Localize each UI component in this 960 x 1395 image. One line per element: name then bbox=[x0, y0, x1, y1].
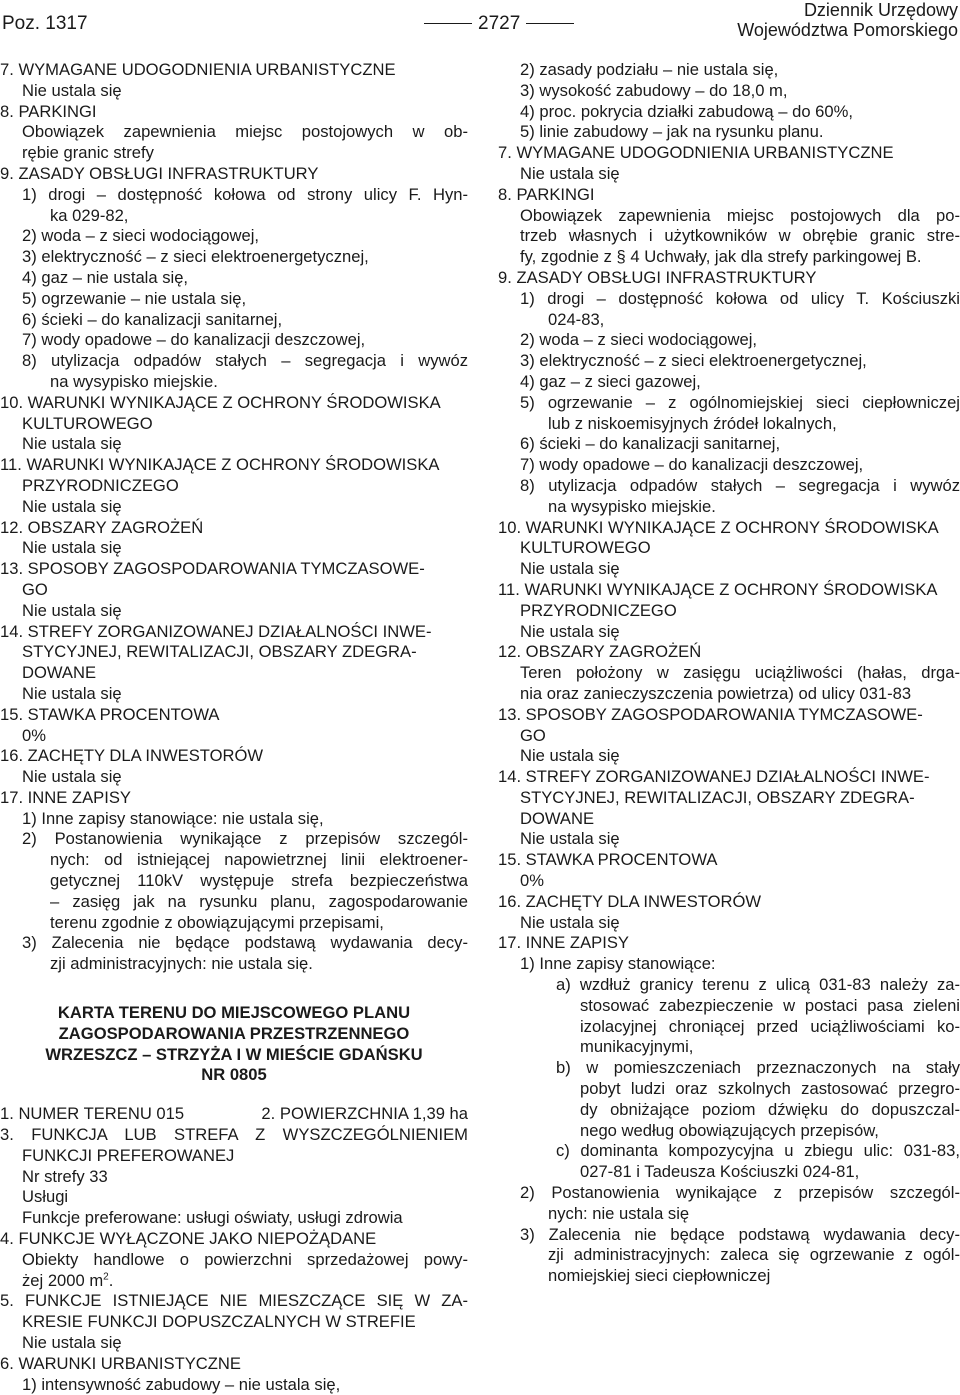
text-line: Nie ustala się bbox=[22, 767, 122, 787]
text-line: 2) zasady podziału – nie ustala się, bbox=[520, 60, 779, 79]
text-line: 1) drogi – dostępność kołowa od strony ulicy F. Hyn- bbox=[22, 184, 468, 204]
area-unit-sup: 2 bbox=[103, 1271, 109, 1283]
text-line: 0% bbox=[520, 871, 544, 891]
area-size: 2. POWIERZCHNIA 1,39 ha bbox=[261, 1104, 468, 1124]
text-line: Nie ustala się bbox=[520, 559, 620, 579]
text-line: c) dominanta kompozycyjna u zbiegu ulic: 031-83, bbox=[556, 1141, 960, 1161]
text-line: Nie ustala się bbox=[22, 80, 122, 100]
text-line: 5) ogrzewanie – nie ustala się, bbox=[22, 288, 247, 308]
text-line: nych: nie ustala się bbox=[548, 1203, 690, 1223]
text-line: KULTUROWEGO bbox=[520, 538, 651, 558]
text-line: 6) ścieki – do kanalizacji sanitarnej, bbox=[520, 434, 781, 454]
text-line: PRZYRODNICZEGO bbox=[520, 600, 677, 620]
text-line: GO bbox=[22, 579, 48, 599]
text-line: 1) Inne zapisy stanowiące: bbox=[520, 954, 716, 974]
text-line: 027-81 i Tadeusza Kościuszki 024-81, bbox=[580, 1162, 860, 1182]
text-line: 2) Postanowienia wynikające z przepisów szczegól- bbox=[520, 1183, 960, 1203]
journal-title bbox=[737, 0, 958, 40]
area-limit: żej 2000 m bbox=[22, 1270, 104, 1290]
text-line: Nie ustala się bbox=[22, 1333, 122, 1353]
journal-title-line1: Dziennik Urzędowy bbox=[803, 0, 958, 20]
text-line: nomiejskiej sieci ciepłowniczej bbox=[548, 1266, 771, 1286]
text-line: 8. PARKINGI bbox=[498, 184, 595, 204]
card-row-number-area bbox=[0, 1104, 468, 1125]
text-line: 2) woda – z sieci wodociągowej, bbox=[520, 330, 758, 350]
text-line: 8. PARKINGI bbox=[0, 101, 97, 121]
text-line: 4) gaz – nie ustala się, bbox=[22, 267, 189, 287]
text-line: dy obniżające poziom dźwięku do dopuszczal- bbox=[580, 1099, 960, 1119]
text-line: PRZYRODNICZEGO bbox=[22, 475, 179, 495]
text-line: 1) drogi – dostępność kołowa od ulicy T. Kościuszki bbox=[520, 288, 960, 308]
text-line: 3. FUNKCJA LUB STREFA Z WYSZCZEGÓLNIENIEM bbox=[0, 1125, 468, 1145]
text-line: a) wzdłuż granicy terenu z ulicą 031-83 należy za- bbox=[556, 975, 960, 995]
text-line: 7. WYMAGANE UDOGODNIENIA URBANISTYCZNE bbox=[498, 143, 894, 163]
text-line: STYCYJNEJ, REWITALIZACJI, OBSZARY ZDEGRA- bbox=[22, 642, 417, 662]
text-line: Nie ustala się bbox=[22, 434, 122, 454]
card-heading bbox=[0, 1003, 468, 1086]
text-line: 17. INNE ZAPISY bbox=[498, 933, 629, 953]
text-line: Nie ustala się bbox=[520, 621, 620, 641]
text-line bbox=[0, 1271, 468, 1292]
area-limit-end: . bbox=[108, 1270, 114, 1290]
text-line: Nie ustala się bbox=[520, 912, 620, 932]
text-line: lub z niskoemisyjnych źródeł lokalnych, bbox=[548, 413, 837, 433]
right-column bbox=[498, 60, 960, 1287]
text-line: Nie ustala się bbox=[22, 538, 122, 558]
text-line: Obiekty handlowe o powierzchni sprzedażowej powy- bbox=[22, 1249, 468, 1269]
text-line: 14. STREFY ZORGANIZOWANEJ DZIAŁALNOŚCI INWE- bbox=[498, 767, 930, 787]
text-line: munikacyjnymi, bbox=[580, 1037, 694, 1057]
text-line: FUNKCJI PREFEROWANEJ bbox=[22, 1145, 235, 1165]
text-line: Funkcje preferowane: usługi oświaty, usługi zdrowia bbox=[22, 1208, 403, 1228]
text-line: 7. WYMAGANE UDOGODNIENIA URBANISTYCZNE bbox=[0, 60, 396, 79]
text-line: Nie ustala się bbox=[520, 163, 620, 183]
text-line: 8) utylizacja odpadów stałych – segregacja i wywóz bbox=[520, 475, 960, 495]
text-line: ka 029-82, bbox=[50, 205, 129, 225]
text-line: 2) woda – z sieci wodociągowej, bbox=[22, 226, 260, 246]
text-line: 17. INNE ZAPISY bbox=[0, 787, 131, 807]
text-line: 14. STREFY ZORGANIZOWANEJ DZIAŁALNOŚCI INWE- bbox=[0, 621, 432, 641]
text-line: 5. FUNKCJE ISTNIEJĄCE NIE MIESZCZĄCE SIĘ W ZA- bbox=[0, 1291, 468, 1311]
text-line: nia oraz zanieczyszczenia powietrza) od ulicy 031-83 bbox=[520, 683, 912, 703]
text-line: zji administracyjnych: nie ustala się. bbox=[50, 954, 313, 974]
card-heading-line: ZAGOSPODAROWANIA PRZESTRZENNEGO bbox=[58, 1023, 410, 1043]
text-line: fy, zgodnie z § 4 Uchwały, jak dla strefy parkingowej B. bbox=[520, 247, 922, 267]
text-line: getycznej 110kV występuje strefa bezpieczeństwa bbox=[50, 871, 468, 891]
text-line: 16. ZACHĘTY DLA INWESTORÓW bbox=[0, 746, 264, 766]
text-line: 3) Zalecenia nie będące podstawą wydawania decy- bbox=[22, 933, 468, 953]
text-line: zji administracyjnych: zaleca się ogrzewanie z ogól- bbox=[548, 1245, 960, 1265]
text-line: DOWANE bbox=[520, 808, 595, 828]
text-line: KRESIE FUNKCJI DOPUSZCZALNYCH W STREFIE bbox=[22, 1312, 416, 1332]
text-line: Teren położony w zasięgu uciążliwości (hałas, drga- bbox=[520, 663, 960, 683]
text-line: 5) linie zabudowy – jak na rysunku planu. bbox=[520, 122, 824, 142]
text-line: 3) wysokość zabudowy – do 18,0 m, bbox=[520, 80, 788, 100]
page-number bbox=[418, 14, 580, 35]
card-heading-line: WRZESZCZ – STRZYŻA I W MIEŚCIE GDAŃSKU bbox=[45, 1044, 423, 1064]
text-line: 0% bbox=[22, 725, 46, 745]
text-line: 4. FUNKCJE WYŁĄCZONE JAKO NIEPOŻĄDANE bbox=[0, 1229, 377, 1249]
area-number: 1. NUMER TERENU 015 bbox=[0, 1104, 185, 1124]
text-line: 13. SPOSOBY ZAGOSPODAROWANIA TYMCZASOWE- bbox=[0, 559, 425, 579]
text-line: STYCYJNEJ, REWITALIZACJI, OBSZARY ZDEGRA- bbox=[520, 787, 915, 807]
text-line: 4) gaz – z sieci gazowej, bbox=[520, 371, 701, 391]
text-line: 4) proc. pokrycia działki zabudową – do 60%, bbox=[520, 101, 853, 121]
text-line: 11. WARUNKI WYNIKAJĄCE Z OCHRONY ŚRODOWISKA bbox=[498, 579, 938, 599]
text-line: terenu zgodnie z obowiązującymi przepisami, bbox=[50, 912, 384, 932]
text-line: 6) ścieki – do kanalizacji sanitarnej, bbox=[22, 309, 283, 329]
text-line: 10. WARUNKI WYNIKAJĄCE Z OCHRONY ŚRODOWISKA bbox=[498, 517, 939, 537]
text-line: na wysypisko miejskie. bbox=[50, 371, 218, 391]
text-line: 11. WARUNKI WYNIKAJĄCE Z OCHRONY ŚRODOWISKA bbox=[0, 455, 440, 475]
text-line: stosować zabezpieczenie w postaci pasa zieleni bbox=[580, 995, 960, 1015]
text-line: 13. SPOSOBY ZAGOSPODAROWANIA TYMCZASOWE- bbox=[498, 704, 923, 724]
text-line: Nie ustala się bbox=[520, 829, 620, 849]
text-line: 16. ZACHĘTY DLA INWESTORÓW bbox=[498, 891, 762, 911]
text-line: b) w pomieszczeniach przeznaczonych na stały bbox=[556, 1058, 960, 1078]
text-line: GO bbox=[520, 725, 546, 745]
text-line: 6. WARUNKI URBANISTYCZNE bbox=[0, 1353, 241, 1373]
card-heading-line: NR 0805 bbox=[201, 1065, 267, 1085]
text-line: nych: od istniejącej napowietrznej linii elektroener- bbox=[50, 850, 468, 870]
page-header bbox=[0, 0, 960, 44]
text-line: 024-83, bbox=[548, 309, 605, 329]
text-line: 7) wody opadowe – do kanalizacji deszczowej, bbox=[520, 455, 864, 475]
text-line: Usługi bbox=[22, 1187, 69, 1207]
text-line: izolacyjnej chroniącej przed uciążliwościami ko- bbox=[580, 1016, 960, 1036]
text-line: 1) Inne zapisy stanowiące: nie ustala się, bbox=[22, 808, 324, 828]
text-line: 15. STAWKA PROCENTOWA bbox=[498, 850, 718, 870]
text-line: 3) elektryczność – z sieci elektroenergetycznej, bbox=[22, 247, 369, 267]
page-number-text: 2727 bbox=[478, 13, 521, 34]
text-line: rębie granic strefy bbox=[22, 143, 154, 163]
text-line: Obowiązek zapewnienia miejsc postojowych w ob- bbox=[22, 122, 468, 142]
text-line: trzeb własnych i użytkowników w obrębie granic stre- bbox=[520, 226, 960, 246]
text-line: Obowiązek zapewnienia miejsc postojowych dla po- bbox=[520, 205, 960, 225]
text-line: 7) wody opadowe – do kanalizacji deszczowej, bbox=[22, 330, 366, 350]
text-line: 5) ogrzewanie – z ogólnomiejskiej sieci ciepłowniczej bbox=[520, 392, 960, 412]
text-line: 15. STAWKA PROCENTOWA bbox=[0, 704, 220, 724]
text-line: DOWANE bbox=[22, 663, 97, 683]
text-line: 9. ZASADY OBSŁUGI INFRASTRUKTURY bbox=[0, 163, 319, 183]
text-line: 9. ZASADY OBSŁUGI INFRASTRUKTURY bbox=[498, 267, 817, 287]
left-column bbox=[0, 60, 468, 1395]
text-line: 1) intensywność zabudowy – nie ustala się, bbox=[22, 1374, 341, 1394]
text-line: Nie ustala się bbox=[22, 600, 122, 620]
text-line: 12. OBSZARY ZAGROŻEŃ bbox=[498, 642, 702, 662]
text-line: 3) elektryczność – z sieci elektroenergetycznej, bbox=[520, 351, 867, 371]
text-line: Nie ustala się bbox=[520, 746, 620, 766]
journal-title-line2: Województwa Pomorskiego bbox=[737, 20, 958, 40]
text-line: Nr strefy 33 bbox=[22, 1166, 108, 1186]
text-line: 8) utylizacja odpadów stałych – segregacja i wywóz bbox=[22, 351, 468, 371]
text-line: 12. OBSZARY ZAGROŻEŃ bbox=[0, 517, 204, 537]
text-line: nego według obowiązujących przepisów, bbox=[580, 1120, 879, 1140]
text-line: pobyt ludzi oraz szkolnych zastosować przegro- bbox=[580, 1079, 960, 1099]
text-line: Nie ustala się bbox=[22, 683, 122, 703]
text-line: – zasięg jak na rysunku planu, zagospodarowanie bbox=[50, 891, 468, 911]
text-line: 2) Postanowienia wynikające z przepisów szczegól- bbox=[22, 829, 468, 849]
text-line: 10. WARUNKI WYNIKAJĄCE Z OCHRONY ŚRODOWISKA bbox=[0, 392, 441, 412]
text-line: KULTUROWEGO bbox=[22, 413, 153, 433]
text-line: na wysypisko miejskie. bbox=[548, 496, 716, 516]
position-number: Poz. 1317 bbox=[2, 13, 88, 34]
card-heading-line: KARTA TERENU DO MIEJSCOWEGO PLANU bbox=[57, 1003, 411, 1023]
text-line: 3) Zalecenia nie będące podstawą wydawania decy- bbox=[520, 1224, 960, 1244]
text-line: Nie ustala się bbox=[22, 496, 122, 516]
